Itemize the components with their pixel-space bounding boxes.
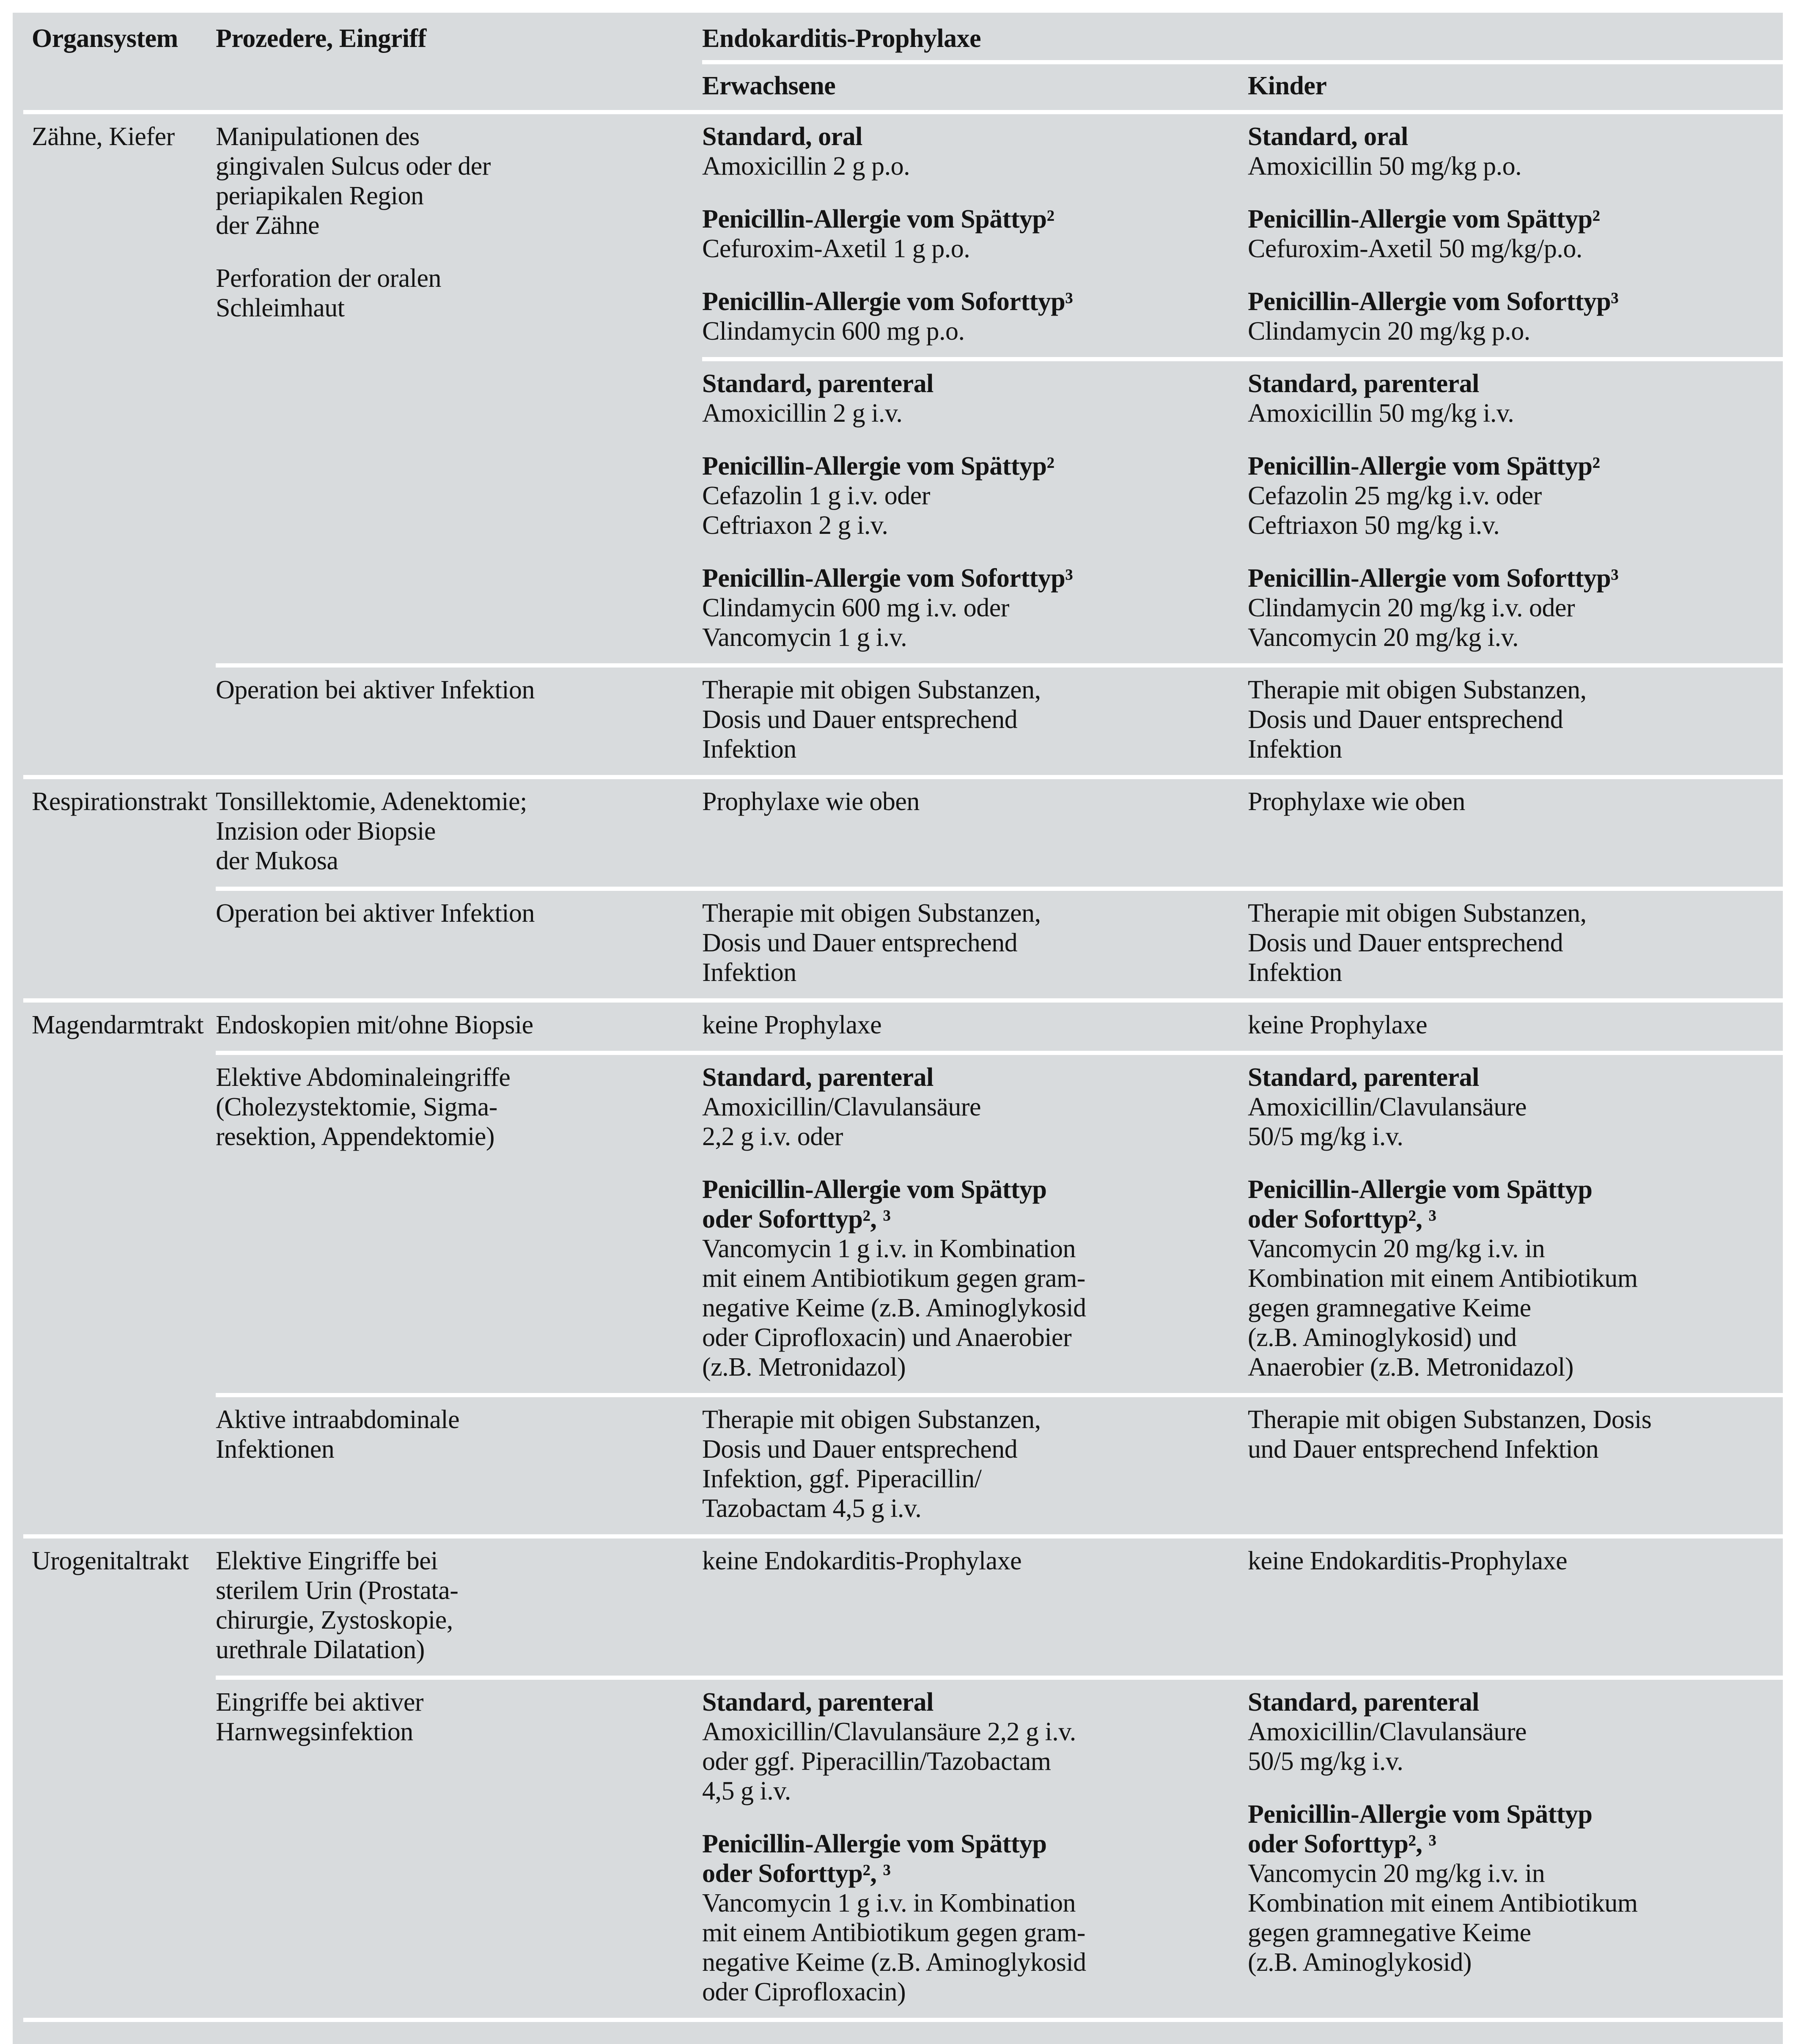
- child-cell: Standard, parenteral Amoxicillin/Clavulansäure 50/5 mg/kg i.v. Penicillin-Allergie vom Spättyp oder Soforttyp², ³ Vancomycin 20 mg/kg i.v. in Kombination mit einem Antibiotikum gegen gramnegative Keime (z.B. Aminoglykosid): [1248, 1688, 1638, 1977]
- endocarditis-prophylaxis-table: [13, 13, 1783, 2044]
- child-cell: Therapie mit obigen Substanzen, Dosis und Dauer entsprechend Infektion: [1248, 676, 1587, 764]
- procedure-cell: Tonsillektomie, Adenektomie; Inzision oder Biopsie der Mukosa: [216, 787, 527, 875]
- table-row: [13, 1003, 1783, 1051]
- organ-label: [13, 1055, 216, 1393]
- header-sub-rule: [702, 60, 1783, 64]
- separator-rule: [216, 1676, 1783, 1680]
- col-header-prozedere: Prozedere, Eingriff: [216, 24, 426, 53]
- separator-rule: [23, 1534, 1783, 1538]
- procedure-cell: Operation bei aktiver Infektion: [216, 899, 535, 928]
- procedure-cell: Elektive Eingriffe bei sterilem Urin (Prostata- chirurgie, Zystoskopie, urethrale Dilatation): [216, 1547, 459, 1664]
- adult-cell: Therapie mit obigen Substanzen, Dosis und Dauer entsprechend Infektion: [702, 676, 1041, 764]
- adult-cell: Prophylaxe wie oben: [702, 787, 920, 816]
- col-header-prophylaxe-group: [702, 24, 1783, 110]
- organ-label: Zähne, Kiefer: [32, 122, 175, 151]
- organ-label: [13, 1680, 216, 2018]
- col-header-prophylaxe: Endokarditis-Prophylaxe: [702, 24, 981, 53]
- adult-cell: Standard, oral Amoxicillin 2 g p.o. Penicillin-Allergie vom Spättyp² Cefuroxim-Axetil 1 g p.o. Penicillin-Allergie vom Soforttyp³ Clindamycin 600 mg p.o.: [702, 122, 1073, 346]
- child-cell: Standard, parenteral Amoxicillin 50 mg/kg i.v. Penicillin-Allergie vom Spättyp² Cefazolin 25 mg/kg i.v. oder Ceftriaxon 50 mg/kg i.v. Penicillin-Allergie vom Soforttyp³ Clindamycin 20 mg/kg i.v. oder Vancomycin 20 mg/kg i.v.: [1248, 369, 1619, 652]
- table-row: [13, 361, 1783, 663]
- adult-cell: Therapie mit obigen Substanzen, Dosis und Dauer entsprechend Infektion: [702, 899, 1041, 987]
- procedure-cell: Manipulationen des gingivalen Sulcus oder der periapikalen Region der Zähne Perforation der oralen Schleimhaut: [216, 122, 491, 322]
- table-row: [13, 1397, 1783, 1534]
- adult-cell: keine Prophylaxe: [702, 1011, 882, 1039]
- procedure-cell: Aktive intraabdominale Infektionen: [216, 1405, 460, 1464]
- organ-label: Urogenitaltrakt: [32, 1547, 189, 1575]
- child-cell: Prophylaxe wie oben: [1248, 787, 1465, 816]
- table-row: [13, 668, 1783, 775]
- separator-rule: [216, 1393, 1783, 1397]
- table-row: [13, 779, 1783, 887]
- table-row: [13, 1680, 1783, 2018]
- organ-label: Magendarmtrakt: [32, 1011, 204, 1039]
- child-cell: Therapie mit obigen Substanzen, Dosis und Dauer entsprechend Infektion: [1248, 1405, 1652, 1464]
- table-row: [13, 114, 1783, 357]
- separator-rule: [23, 110, 1783, 114]
- organ-label: [13, 891, 216, 998]
- separator-rule: [23, 775, 1783, 779]
- table-header: [13, 13, 1783, 110]
- child-cell: Standard, oral Amoxicillin 50 mg/kg p.o. Penicillin-Allergie vom Spättyp² Cefuroxim-Axetil 50 mg/kg/p.o. Penicillin-Allergie vom Soforttyp³ Clindamycin 20 mg/kg p.o.: [1248, 122, 1619, 346]
- separator-rule: [23, 998, 1783, 1003]
- adult-cell: Standard, parenteral Amoxicillin/Clavulansäure 2,2 g i.v. oder ggf. Piperacillin/Tazobactam 4,5 g i.v. Penicillin-Allergie vom Spättyp oder Soforttyp², ³ Vancomycin 1 g i.v. in Kombination mit einem Antibiotikum gegen gram- negative Keime (z.B. Aminoglykosid oder Ciprofloxacin): [702, 1688, 1086, 2006]
- procedure-cell: Operation bei aktiver Infektion: [216, 676, 535, 704]
- col-header-organsystem: Organsystem: [32, 24, 178, 53]
- procedure-cell: [216, 361, 702, 663]
- separator-rule: [216, 663, 1783, 668]
- child-cell: Standard, parenteral Amoxicillin/Clavulansäure 50/5 mg/kg i.v. Penicillin-Allergie vom Spättyp oder Soforttyp², ³ Vancomycin 20 mg/kg i.v. in Kombination mit einem Antibiotikum gegen gramnegative Keime (z.B. Aminoglykosid) und Anaerobier (z.B. Metronidazol): [1248, 1063, 1638, 1382]
- procedure-cell: Elektive Abdominaleingriffe (Cholezystektomie, Sigma- resektion, Appendektomie): [216, 1063, 511, 1151]
- table-row: [13, 891, 1783, 998]
- separator-rule: [216, 887, 1783, 891]
- col-header-erwachsene: Erwachsene: [702, 71, 836, 100]
- adult-cell: Standard, parenteral Amoxicillin/Clavulansäure 2,2 g i.v. oder Penicillin-Allergie vom Spättyp oder Soforttyp², ³ Vancomycin 1 g i.v. in Kombination mit einem Antibiotikum gegen gram- negative Keime (z.B. Aminoglykosid oder Ciprofloxacin) und Anaerobier (z.B. Metronidazol): [702, 1063, 1086, 1382]
- organ-label: [13, 361, 216, 663]
- child-cell: Therapie mit obigen Substanzen, Dosis und Dauer entsprechend Infektion: [1248, 899, 1587, 987]
- organ-label: [13, 1397, 216, 1534]
- adult-cell: Standard, parenteral Amoxicillin 2 g i.v. Penicillin-Allergie vom Spättyp² Cefazolin 1 g i.v. oder Ceftriaxon 2 g i.v. Penicillin-Allergie vom Soforttyp³ Clindamycin 600 mg i.v. oder Vancomycin 1 g i.v.: [702, 369, 1073, 652]
- adult-cell: keine Endokarditis-Prophylaxe: [702, 1547, 1022, 1575]
- col-header-kinder: Kinder: [1248, 71, 1327, 100]
- table-row: [13, 1055, 1783, 1393]
- separator-rule: [23, 2018, 1783, 2022]
- procedure-cell: Endoskopien mit/ohne Biopsie: [216, 1011, 533, 1039]
- child-cell: keine Prophylaxe: [1248, 1011, 1428, 1039]
- child-cell: keine Endokarditis-Prophylaxe: [1248, 1547, 1568, 1575]
- separator-rule: [216, 1051, 1783, 1055]
- organ-label: Respirationstrakt: [32, 787, 208, 816]
- adult-cell: Therapie mit obigen Substanzen, Dosis und Dauer entsprechend Infektion, ggf. Piperacillin/ Tazobactam 4,5 g i.v.: [702, 1405, 1041, 1523]
- table-row: [13, 1538, 1783, 1676]
- organ-label: [13, 668, 216, 775]
- separator-rule: [702, 357, 1783, 361]
- procedure-cell: Eingriffe bei aktiver Harnwegsinfektion: [216, 1688, 424, 1746]
